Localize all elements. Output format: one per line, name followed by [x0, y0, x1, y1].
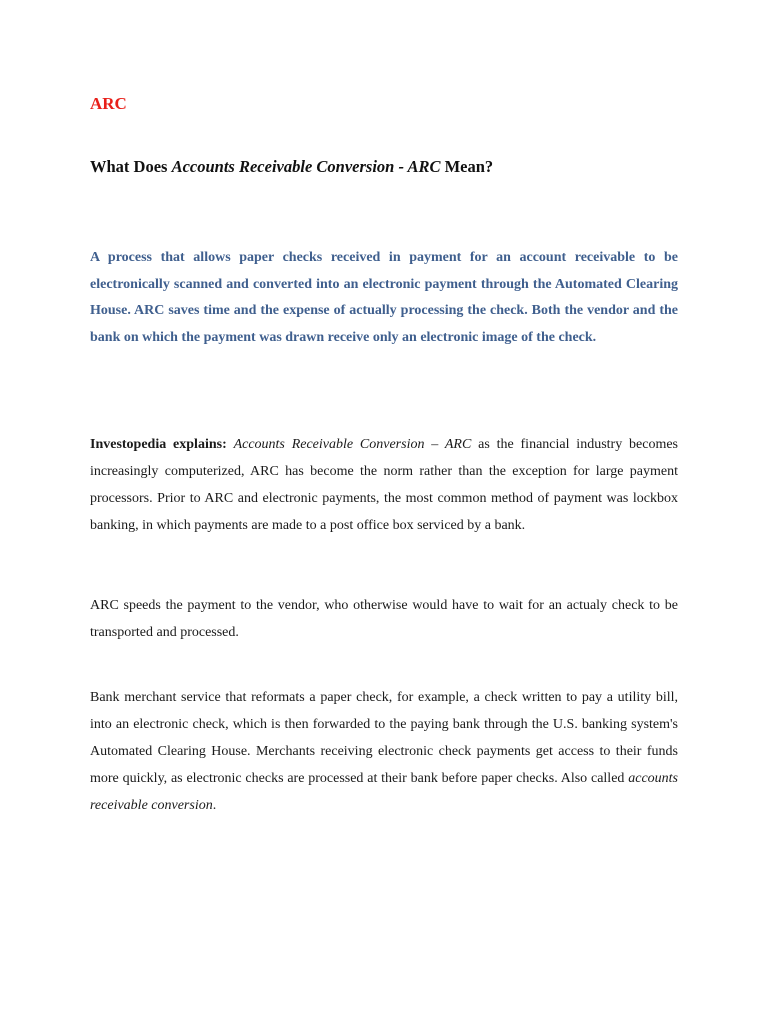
- document-title: ARC: [90, 94, 127, 113]
- speeds-paragraph: ARC speeds the payment to the vendor, who otherwise would have to wait for an actualy check to be transported and processed.: [90, 598, 678, 640]
- merchant-body: Bank merchant service that reformats a paper check, for example, a check written to pay a utility bill, into an electronic check, which is then forwarded to the paying bank through the U.S. banking system's Automated Clearing House. Merchants receiving electronic check payments get access to their funds more quickly, as electronic checks are processed at their bank before paper checks. Also called: [90, 690, 678, 786]
- heading-prefix: What Does: [90, 157, 172, 176]
- heading-term: Accounts Receivable Conversion - ARC: [171, 157, 441, 176]
- merchant-end: .: [212, 798, 217, 813]
- merchant-term: accounts receivable conversion: [90, 771, 678, 813]
- definition-paragraph: A process that allows paper checks received in payment for an account receivable to be electronically scanned and converted into an electronic payment through the Automated Clearing House. ARC saves time and the expense of actually processing the check. Both the vendor and the bank on which the payment was drawn receive only an electronic image of the check.: [90, 250, 678, 345]
- heading-suffix: Mean?: [440, 157, 494, 176]
- merchant-paragraph: [90, 684, 678, 819]
- explains-body: as the financial industry becomes increasingly computerized, ARC has become the norm rather than the exception for large payment processors. Prior to ARC and electronic payments, the most common method of payment was lockbox banking, in which payments are made to a post office box serviced by a bank.: [90, 437, 678, 533]
- definition-heading: [90, 157, 493, 177]
- explains-paragraph: [90, 431, 678, 539]
- explains-term: Accounts Receivable Conversion – ARC: [233, 437, 472, 452]
- explains-lead: Investopedia explains:: [90, 437, 227, 452]
